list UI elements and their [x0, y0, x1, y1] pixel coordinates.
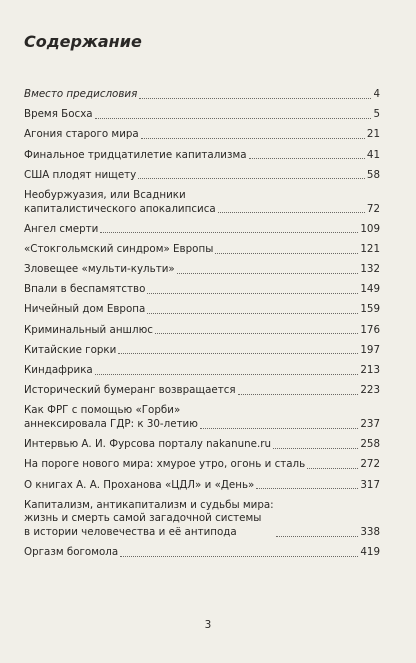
toc-entry-title	[24, 479, 254, 493]
toc-entry	[24, 223, 380, 237]
dot-leader	[100, 232, 358, 233]
dot-leader	[307, 468, 358, 469]
toc-entry-page: 109	[360, 222, 380, 235]
toc-entry	[24, 404, 380, 431]
toc-entry	[24, 364, 380, 378]
dot-leader	[147, 313, 358, 314]
toc-entry-title-line: На пороге нового мира: хмурое утро, огонь и сталь	[24, 458, 306, 471]
toc-entry-title-line: аннексировала ГДР: к 30-летию	[24, 418, 198, 430]
dot-leader	[249, 158, 365, 159]
page-title: Содержание	[24, 32, 142, 51]
toc-entry-page: 132	[360, 263, 380, 276]
toc-entry-page: 149	[360, 283, 380, 296]
dot-leader	[141, 138, 365, 139]
dot-leader	[147, 293, 358, 294]
toc-entry-title-line: жизнь и смерть самой загадочной системы	[24, 512, 262, 525]
toc-entry-page: 5	[373, 108, 380, 121]
toc-entry-title	[24, 283, 145, 297]
dot-leader	[276, 536, 359, 537]
toc-entry-title-line: в истории человечества и её антипода	[24, 525, 237, 538]
toc-entry	[24, 243, 380, 257]
toc-entry-page: 159	[360, 303, 380, 316]
toc-entry-title-line: Киндафрика	[24, 364, 93, 377]
toc-entry-page: 317	[360, 478, 380, 491]
dot-leader	[200, 428, 358, 429]
toc-entry-title-line: Впали в беспамятство	[24, 283, 146, 296]
toc-entry-title	[24, 108, 93, 122]
toc-entry-title-line: «Стокгольмский синдром» Европы	[24, 242, 214, 255]
dot-leader	[118, 353, 358, 354]
toc-entry	[24, 189, 380, 216]
toc-entry	[24, 88, 380, 102]
toc-entry-title	[24, 364, 93, 378]
dot-leader	[138, 178, 365, 179]
toc-entry-title-line: Капитализм, антикапитализм и судьбы мира:	[24, 498, 274, 511]
toc-entry	[24, 479, 380, 493]
toc-entry	[24, 344, 380, 358]
toc-entry-page: 21	[366, 128, 380, 141]
toc-entry-title	[24, 149, 247, 163]
toc-entry	[24, 169, 380, 183]
toc-entry-title-line: капиталистического апокалипсиса	[24, 202, 216, 215]
page-number: 3	[204, 619, 212, 631]
toc-entry-title	[24, 438, 271, 452]
toc-entry-title-line: США плодят нищету	[24, 168, 137, 181]
toc-entry-title	[24, 344, 116, 358]
toc-entry-title-line: Зловещее «мульти-культи»	[24, 263, 175, 276]
toc-entry-page: 237	[360, 418, 380, 430]
toc-entry-page: 272	[360, 458, 380, 471]
toc-entry	[24, 499, 380, 540]
dot-leader	[120, 556, 358, 557]
toc-entry-page: 419	[360, 546, 380, 559]
toc-entry-page: 4	[373, 88, 380, 100]
toc-entry-page: 213	[360, 364, 380, 377]
toc-entry	[24, 149, 380, 163]
toc-entry-title-line: Исторический бумеранг возвращается	[24, 384, 236, 397]
toc-entry-title-line: Ангел смерти	[24, 222, 99, 235]
toc-entry-page: 338	[360, 525, 380, 538]
toc-entry-title	[24, 243, 213, 257]
dot-leader	[95, 374, 359, 375]
toc-entry-title-line: Китайские горки	[24, 343, 117, 356]
dot-leader	[155, 333, 358, 334]
toc-entry-title-line: Ничейный дом Европа	[24, 303, 146, 316]
toc-entry-page: 41	[366, 148, 380, 161]
dot-leader	[256, 488, 358, 489]
dot-leader	[273, 448, 358, 449]
toc-entry-title-line: О книгах А. А. Проханова «ЦДЛ» и «День»	[24, 478, 255, 491]
toc-entry	[24, 324, 380, 338]
toc-entry-page: 223	[360, 384, 380, 397]
toc-entry-title	[24, 458, 305, 472]
toc-entry	[24, 438, 380, 452]
toc-entry-title	[24, 384, 236, 398]
toc-entry-title	[24, 404, 198, 431]
table-of-contents	[24, 88, 380, 566]
toc-entry-title	[24, 88, 137, 102]
toc-entry	[24, 303, 380, 317]
dot-leader	[139, 98, 371, 99]
toc-entry-page: 258	[360, 438, 380, 451]
toc-entry-title-line: Необуржуазия, или Всадники	[24, 188, 186, 201]
toc-entry-title	[24, 169, 136, 183]
toc-entry	[24, 263, 380, 277]
toc-entry-title-line: Агония старого мира	[24, 128, 139, 141]
toc-entry-page: 176	[360, 323, 380, 336]
dot-leader	[177, 273, 359, 274]
toc-entry-title	[24, 263, 175, 277]
toc-entry-title	[24, 324, 153, 338]
toc-entry	[24, 546, 380, 560]
toc-entry-page: 121	[360, 242, 380, 255]
toc-entry-title-line: Как ФРГ с помощью «Горби»	[24, 404, 181, 417]
toc-entry-title	[24, 128, 139, 142]
toc-entry-title-line: Время Босха	[24, 108, 93, 121]
toc-entry-title-line: Вместо предисловия	[24, 88, 138, 100]
toc-entry	[24, 128, 380, 142]
toc-entry	[24, 384, 380, 398]
toc-entry-title	[24, 189, 216, 216]
toc-entry-title	[24, 223, 98, 237]
toc-entry	[24, 283, 380, 297]
toc-entry-title-line: Оргазм богомола	[24, 546, 119, 559]
toc-entry-title	[24, 499, 274, 540]
toc-entry-title-line: Финальное тридцатилетие капитализма	[24, 148, 247, 161]
toc-entry-title-line: Криминальный аншлюс	[24, 323, 153, 336]
dot-leader	[218, 212, 365, 213]
dot-leader	[215, 253, 358, 254]
toc-entry-title	[24, 546, 118, 560]
toc-entry	[24, 458, 380, 472]
toc-entry-title-line: Интервью А. И. Фурсова порталу nakanune.ru	[24, 438, 272, 451]
dot-leader	[95, 118, 372, 119]
dot-leader	[238, 394, 359, 395]
toc-entry-page: 72	[366, 202, 380, 215]
toc-entry-title	[24, 303, 145, 317]
toc-entry	[24, 108, 380, 122]
toc-entry-page: 197	[360, 343, 380, 356]
toc-entry-page: 58	[366, 168, 380, 181]
